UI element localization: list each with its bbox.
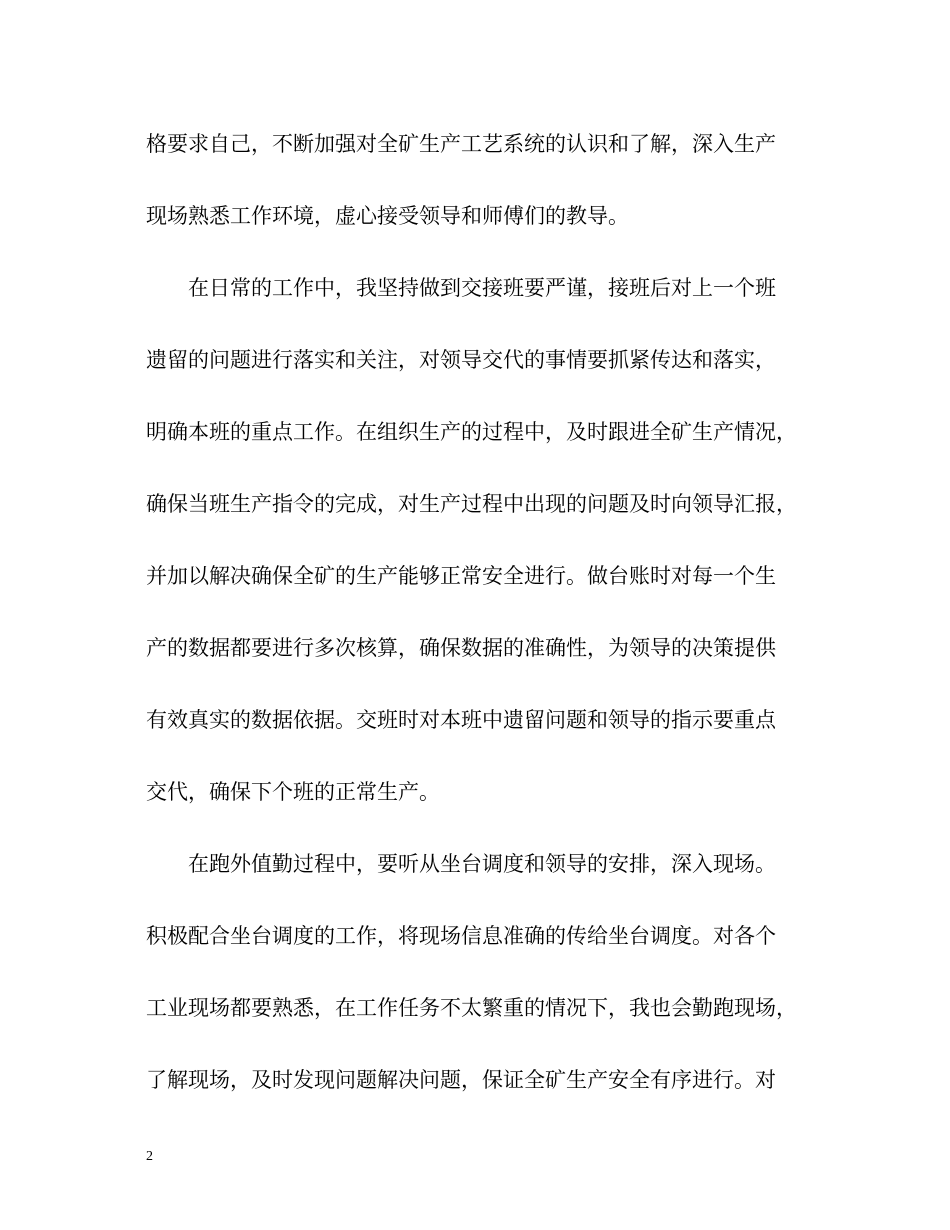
- text-line: 工业现场都要熟悉，在工作任务不太繁重的情况下，我也会勤跑现场，: [146, 996, 797, 1020]
- paragraph-first-line: 在跑外值勤过程中，要听从坐台调度和领导的安排，深入现场。: [188, 852, 776, 876]
- text-line: 了解现场，及时发现问题解决问题，保证全矿生产安全有序进行。对: [146, 1068, 776, 1092]
- body-text: [146, 122, 806, 1130]
- text-line: 现场熟悉工作环境，虚心接受领导和师傅们的教导。: [146, 204, 629, 228]
- text-line: 有效真实的数据依据。交班时对本班中遗留问题和领导的指示要重点: [146, 708, 776, 732]
- paragraph-first-line: 在日常的工作中，我坚持做到交接班要严谨，接班后对上一个班: [188, 276, 776, 300]
- text-line: 遗留的问题进行落实和关注，对领导交代的事情要抓紧传达和落实，: [146, 348, 776, 372]
- text-line: 格要求自己，不断加强对全矿生产工艺系统的认识和了解，深入生产: [146, 132, 776, 156]
- text-line: 积极配合坐台调度的工作，将现场信息准确的传给坐台调度。对各个: [146, 924, 776, 948]
- text-line: 交代，确保下个班的正常生产。: [146, 780, 440, 804]
- text-line: 确保当班生产指令的完成，对生产过程中出现的问题及时向领导汇报，: [146, 492, 797, 516]
- text-line: 并加以解决确保全矿的生产能够正常安全进行。做台账时对每一个生: [146, 564, 776, 588]
- page-number: 2: [146, 1149, 153, 1164]
- text-line: 明确本班的重点工作。在组织生产的过程中，及时跟进全矿生产情况，: [146, 420, 797, 444]
- text-line: 产的数据都要进行多次核算，确保数据的准确性，为领导的决策提供: [146, 636, 776, 660]
